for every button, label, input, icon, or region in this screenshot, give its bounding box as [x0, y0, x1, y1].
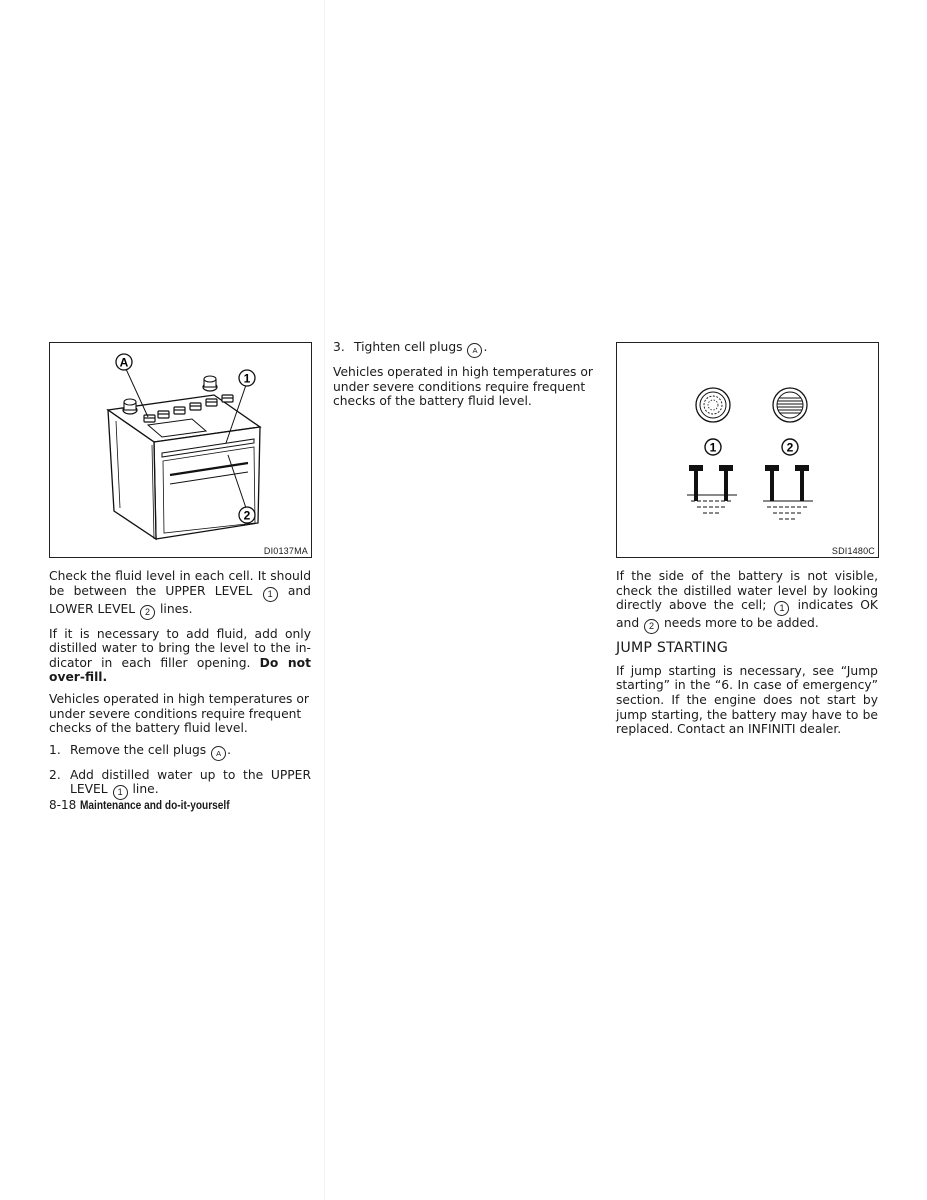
- callout-a: A: [211, 746, 226, 761]
- callout-2: 2: [243, 508, 251, 523]
- battery-illustration: [50, 343, 311, 557]
- figure-code: SDI1480C: [831, 546, 875, 556]
- fluid-level-illustration: [617, 343, 878, 557]
- page-number: 8-18: [49, 798, 77, 812]
- section-heading: JUMP STARTING: [616, 640, 729, 657]
- frequent-checks-paragraph: Vehicles operated in high temperatures or under severe conditions require frequent checks of the battery fluid level.: [49, 691, 309, 736]
- frequent-checks-paragraph: Vehicles operated in high temperatures or under severe conditions require frequent checks of the battery fluid level.: [333, 365, 593, 409]
- steps-list: [49, 743, 311, 801]
- left-column: [49, 569, 311, 807]
- page-footer: [49, 798, 250, 812]
- warning-text: Do not over-fill.: [49, 655, 311, 685]
- fluid-level-figure: [616, 342, 879, 558]
- callout-1: 1: [113, 785, 128, 800]
- steps-list: [333, 340, 595, 358]
- list-item: 2. Add distilled water up to the UPPER LEVEL 1 line.: [49, 768, 311, 801]
- list-item: 1. Remove the cell plugs A .: [49, 743, 311, 761]
- callout-a: A: [467, 343, 482, 358]
- callout-a: A: [119, 355, 129, 370]
- section-title: Maintenance and do-it-yourself: [80, 800, 230, 812]
- jump-starting-paragraph: If jump starting is necessary, see “Jump starting” in the “6. In case of emergency” section. If the engine does not start by jump starting, the battery may have to be replaced. Contact an INFINITI dealer.: [616, 663, 878, 737]
- side-visibility-paragraph: If the side of the battery is not visible, check the distilled water level by looking directly above the cell; 1 indicates OK and 2 needs more to be added.: [616, 569, 878, 634]
- callout-1: 1: [709, 440, 717, 455]
- fluid-level-paragraph: Check the fluid level in each cell. It should be between the UPPER LEVEL 1 and LOWER LEVEL 2 lines.: [49, 569, 311, 620]
- list-item: 3. Tighten cell plugs A .: [333, 340, 595, 358]
- add-fluid-paragraph: If it is necessary to add fluid, add only distilled water to bring the level to the in-dicator in each filler opening. Do not over-fill.: [49, 626, 311, 685]
- callout-1: 1: [243, 371, 251, 386]
- middle-column: [333, 340, 595, 416]
- callout-2: 2: [140, 605, 155, 620]
- page-divider: [324, 0, 325, 1200]
- battery-figure: [49, 342, 312, 558]
- callout-2: 2: [786, 440, 794, 455]
- right-column: [616, 569, 878, 744]
- figure-code: DI0137MA: [263, 546, 308, 556]
- callout-1: 1: [774, 601, 789, 616]
- callout-2: 2: [644, 619, 659, 634]
- callout-1: 1: [263, 587, 278, 602]
